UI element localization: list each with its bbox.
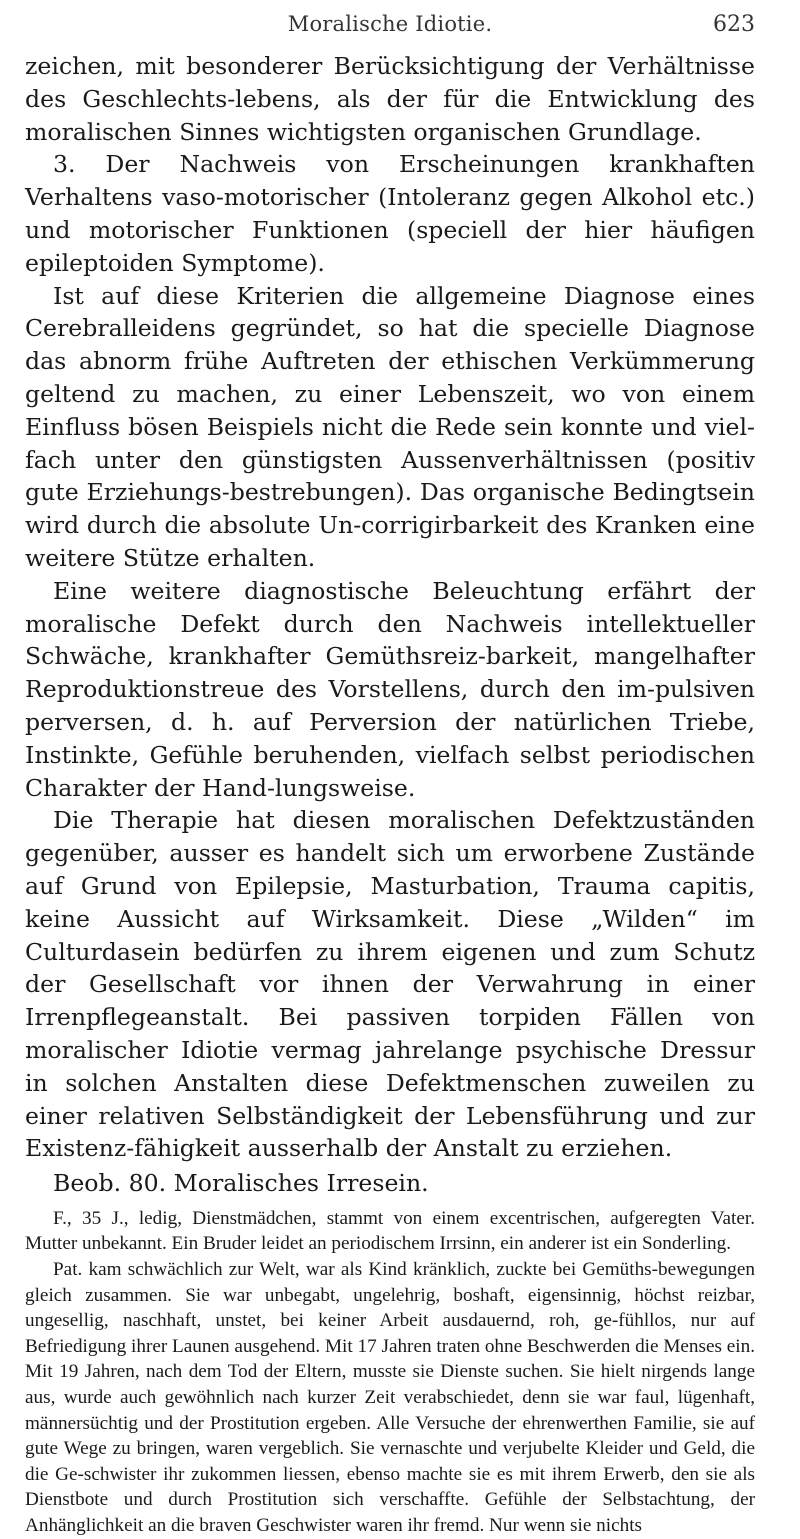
observation-heading: Beob. 80. Moralisches Irresein. [53, 1169, 429, 1198]
running-title: Moralische Idiotie. [287, 12, 493, 36]
main-text [25, 50, 755, 1165]
paragraph-diagnosis: Ist auf diese Kriterien die allgemeine Diagnose eines Cerebralleidens gegründet, so hat die specielle Diagnose das abnorm frühe Auftreten der ethischen Verkümmerung geltend zu machen, zu einer Lebenszeit, wo von einem Einfluss bösen Beispiels nicht die Rede sein konnte und viel-fach unter den günstigsten Aussenverhältnissen (positiv gute Erziehungs-bestrebungen). Das organische Bedingtsein wird durch die absolute Un-corrigirbarkeit des Kranken eine weitere Stütze erhalten. [25, 281, 755, 572]
page-number: 623 [713, 12, 755, 37]
running-header [25, 0, 755, 50]
paragraph-therapy: Die Therapie hat diesen moralischen Defektzuständen gegenüber, ausser es handelt sich um erworbene Zustände auf Grund von Epilepsie, Masturbation, Trauma capitis, keine Aussicht auf Wirksamkeit. Diese „Wilden“ im Culturdasein bedürfen zu ihrem eigenen und zum Schutz der Gesellschaft vor ihnen der Verwahrung in einer Irrenpflegeanstalt. Bei passiven torpiden Fällen von moralischer Idiotie vermag jahrelange psychische Dressur in solchen Anstalten diese Defektmenschen zuweilen zu einer relativen Selbständigkeit der Lebensführung und zur Existenz-fähigkeit ausserhalb der Anstalt zu erziehen. [25, 806, 755, 1163]
paragraph-diagnostic-illumination: Eine weitere diagnostische Beleuchtung erfährt der moralische Defekt durch den Nachweis intellektueller Schwäche, krankhafter Gemüthsreiz-barkeit, mangelhafter Reproduktionstreue des Vorstellens, durch den im-pulsiven perversen, d. h. auf Perversion der natürlichen Triebe, Instinkte, Gefühle beruhenden, vielfach selbst periodischen Charakter der Hand-lungsweise. [25, 576, 755, 802]
paragraph-criterion-3: 3. Der Nachweis von Erscheinungen krankhaften Verhaltens vaso-motorischer (Intoleranz gegen Alkohol etc.) und motorischer Funktionen (speciell der hier häufigen epileptoiden Symptome). [25, 150, 755, 277]
observation-paragraph: F., 35 J., ledig, Dienstmädchen, stammt von einem excentrischen, aufgeregten Vater. Mutter unbekannt. Ein Bruder leidet an periodischem Irrsinn, ein anderer ist ein Sonderling. [25, 1207, 755, 1255]
observation-paragraph: Pat. kam schwächlich zur Welt, war als Kind kränklich, zuckte bei Gemüths-bewegungen gleich zusammen. Sie war unbegabt, ungelehrig, boshaft, eigensinnig, höchst reizbar, ungesellig, naschhaft, unstet, bei keiner Arbeit ausdauernd, roh, ge-fühllos, nur auf Befriedigung ihrer Launen ausgehend. Mit 17 Jahren traten ohne Beschwerden die Menses ein. Mit 19 Jahren, nach dem Tod der Eltern, musste sie Dienste suchen. Sie hielt nirgends lange aus, wurde auch gewöhnlich nach kurzer Zeit verabschiedet, denn sie war faul, lügenhaft, männersüchtig und der Prostitution ergeben. Alle Versuche der ehrenwerthen Familie, sie auf gute Wege zu bringen, waren vergeblich. Sie vernaschte und verjubelte Kleider und Geld, die die Ge-schwister ihr zukommen liessen, ebenso machte sie es mit ihrem Erwerb, den sie als Dienstbote und durch Prostitution sich verschaffte. Gefühle der Selbstachtung, der Anhänglichkeit an die braven Geschwister waren ihr fremd. Nur wenn sie nichts [25, 1259, 755, 1537]
paragraph-continuation: zeichen, mit besonderer Berücksichtigung der Verhältnisse des Geschlechts-lebens, als der für die Entwicklung des moralischen Sinnes wichtigsten organischen Grundlage. [25, 52, 755, 146]
observation-section [25, 1167, 755, 1539]
